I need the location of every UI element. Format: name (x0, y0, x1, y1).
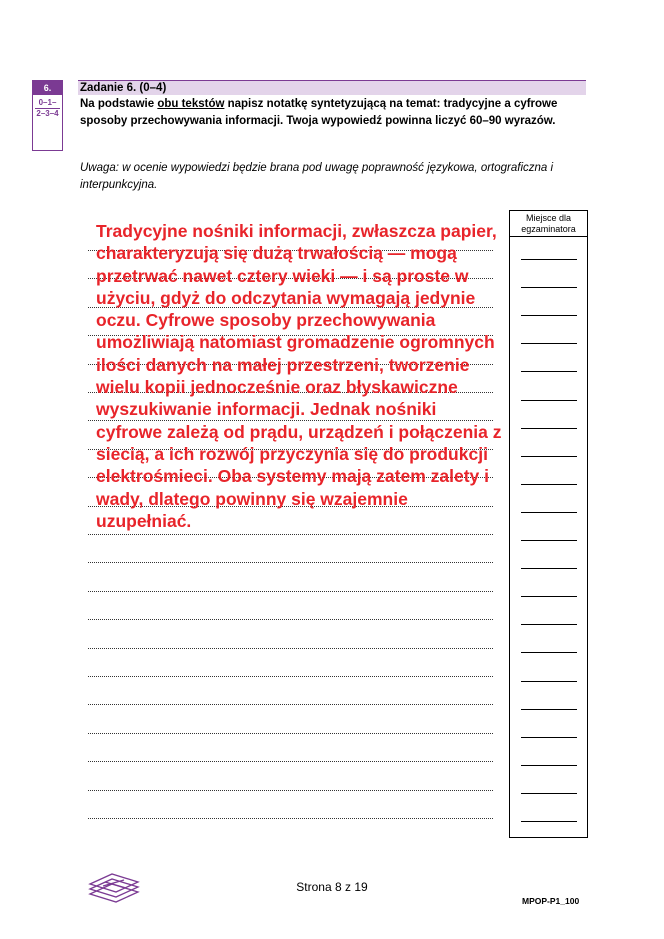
examiner-slot[interactable] (521, 793, 577, 794)
examiner-slot[interactable] (521, 709, 577, 710)
examiner-slot[interactable] (521, 540, 577, 541)
dotted-line (88, 534, 493, 535)
examiner-slot[interactable] (521, 315, 577, 316)
points-row-2: 2–3–4 (36, 109, 59, 118)
examiner-slot[interactable] (521, 652, 577, 653)
examiner-slot[interactable] (521, 596, 577, 597)
examiner-slot[interactable] (521, 484, 577, 485)
task-points (33, 95, 62, 119)
examiner-slot[interactable] (521, 765, 577, 766)
examiner-slot[interactable] (521, 428, 577, 429)
exam-code: MPOP-P1_100 (522, 896, 580, 906)
examiner-slot[interactable] (521, 287, 577, 288)
examiner-slot[interactable] (521, 681, 577, 682)
task-note: Uwaga: w ocenie wypowiedzi będzie brana pod uwagę poprawność językowa, ortograficzna i interpunkcyjna. (80, 162, 554, 191)
dotted-line (88, 761, 493, 762)
examiner-slot[interactable] (521, 737, 577, 738)
instruction-underlined: obu tekstów (157, 98, 225, 110)
dotted-line (88, 790, 493, 791)
examiner-slot[interactable] (521, 624, 577, 625)
examiner-box (509, 210, 588, 838)
task-instruction (80, 96, 585, 130)
dotted-line (88, 619, 493, 620)
task-header (78, 80, 586, 95)
dotted-line (88, 591, 493, 592)
task-title: Zadanie 6. (0–4) (80, 82, 167, 94)
task-number: 6. (33, 81, 62, 95)
examiner-header: Miejsce dla egzaminatora (510, 211, 587, 237)
examiner-slot[interactable] (521, 821, 577, 822)
dotted-line (88, 648, 493, 649)
examiner-slot[interactable] (521, 371, 577, 372)
dotted-line (88, 704, 493, 705)
examiner-slot[interactable] (521, 512, 577, 513)
handwritten-answer[interactable]: Tradycyjne nośniki informacji, zwłaszcza papier, charakteryzują się dużą trwałością — mogą przetrwać nawet cztery wieki — i są proste w użyciu, gdyż do odczytania wymagają jedynie oczu. Cyfrowe sposoby przechowywania umożliwiają natomiast gromadzenie ogromnych ilości danych na małej przestrzeni, tworzenie wielu kopii jednocześnie oraz błyskawiczne wyszukiwanie informacji. Jednak nośniki cyfrowe zależą od prądu, urządzeń i połączenia z siecią, a ich rozwój przyczynia się do produkcji elektrośmieci. Oba systemy mają zatem zalety i wady, dlatego powinny się wzajemnie uzupełniać. (96, 221, 502, 531)
points-row-1: 0–1– (35, 98, 60, 109)
instruction-text-1: Na podstawie (80, 98, 158, 110)
examiner-slot[interactable] (521, 259, 577, 260)
examiner-slot[interactable] (521, 456, 577, 457)
dotted-line (88, 733, 493, 734)
dotted-line (88, 562, 493, 563)
dotted-line (88, 676, 493, 677)
examiner-slot[interactable] (521, 343, 577, 344)
task-number-box (32, 80, 63, 151)
examiner-slot[interactable] (521, 400, 577, 401)
examiner-slot[interactable] (521, 568, 577, 569)
instruction-text-2: napisz notatkę syntetyzującą na temat: tradycyjne a cyfrowe sposoby przechowywania informacji. Twoja wypowiedź powinna liczyć 60–90 wyrazów. (80, 98, 558, 127)
page-number: Strona 8 z 19 (296, 880, 368, 894)
dotted-line (88, 818, 493, 819)
